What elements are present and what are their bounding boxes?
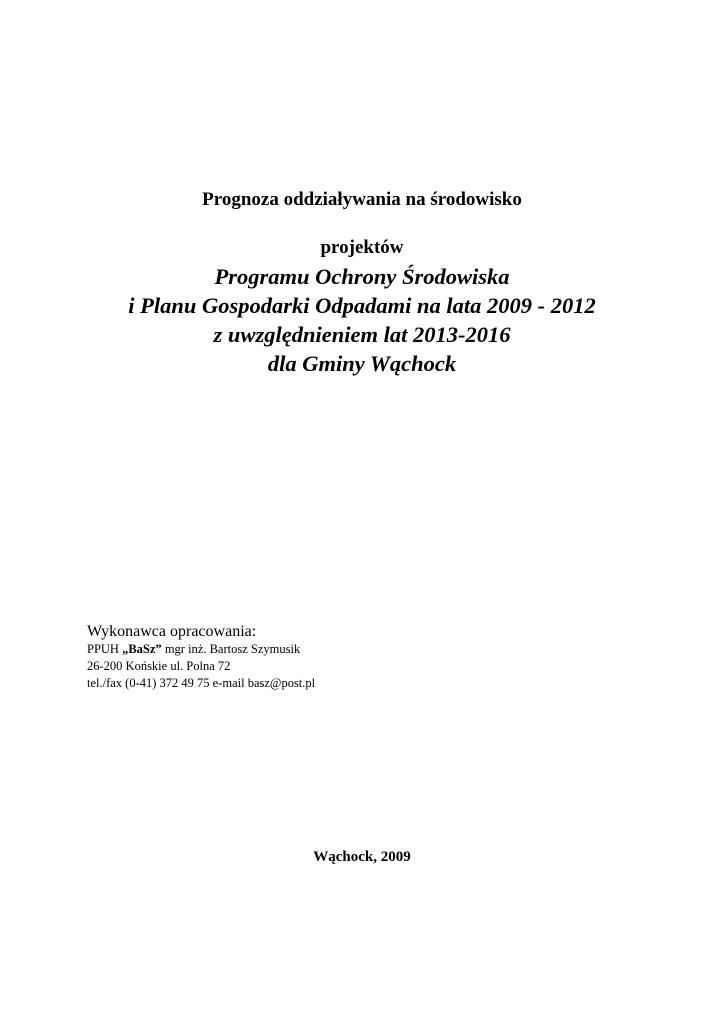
contractor-contact: tel./fax (0-41) 372 49 75 e-mail basz@post.pl <box>87 676 316 690</box>
contractor-address: 26-200 Końskie ul. Polna 72 <box>87 659 231 673</box>
company-person: mgr inż. Bartosz Szymusik <box>161 642 301 656</box>
contractor-block <box>87 622 687 692</box>
place-date: Wąchock, 2009 <box>313 849 411 865</box>
contractor-label: Wykonawca opracowania: <box>87 623 257 640</box>
program-title-line-1: Programu Ochrony Środowiska <box>214 264 510 289</box>
program-title-line-3: z uwzględnieniem lat 2013-2016 <box>213 322 511 347</box>
program-title-line-4: dla Gminy Wąchock <box>267 351 457 376</box>
program-title-line-2: i Planu Gospodarki Odpadami na lata 2009 - 2012 <box>128 293 596 318</box>
document-title: Prognoza oddziaływania na środowisko <box>202 189 522 210</box>
program-title <box>0 262 724 378</box>
company-name: „BaSz” <box>122 642 162 656</box>
contractor-company <box>87 641 687 658</box>
projects-label: projektów <box>320 237 404 258</box>
company-prefix: PPUH <box>87 642 123 656</box>
